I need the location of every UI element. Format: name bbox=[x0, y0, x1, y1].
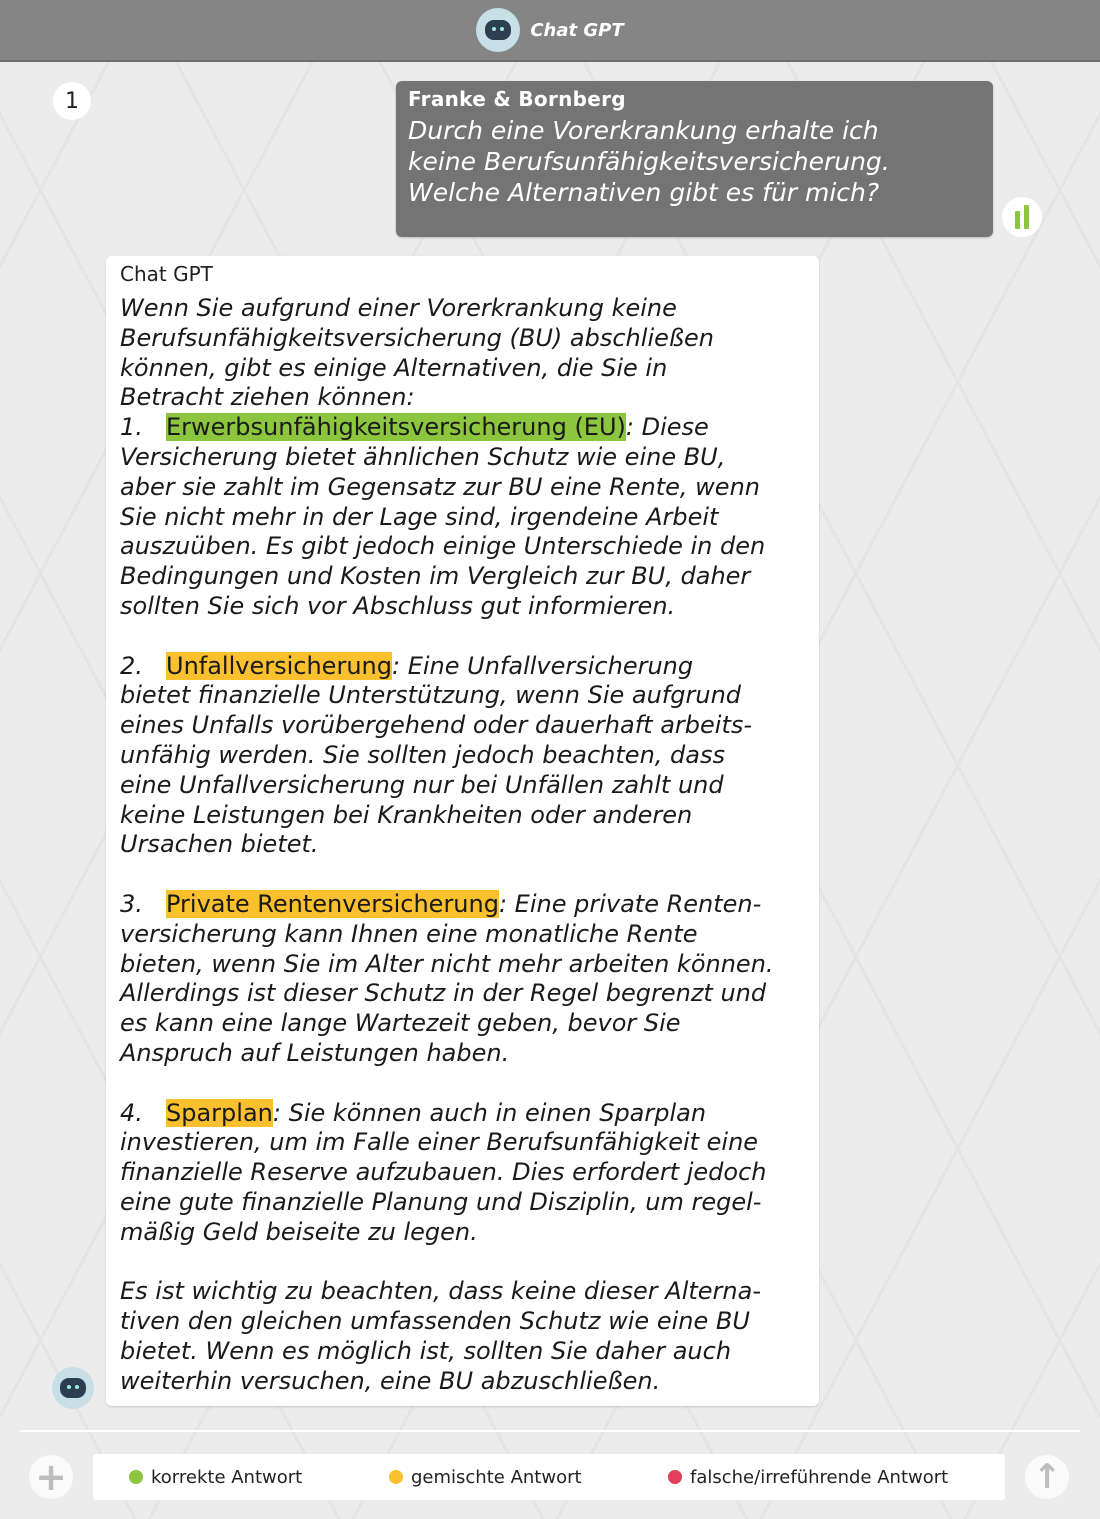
list-number: 1. bbox=[120, 413, 143, 442]
bot-text-line: Versicherung bietet ähnlichen Schutz wie eine BU, bbox=[120, 442, 726, 471]
red-dot-icon bbox=[668, 1470, 682, 1484]
legend-item-correct bbox=[129, 1467, 302, 1488]
list-item-2-first-line bbox=[120, 652, 805, 682]
legend-item-mixed bbox=[389, 1467, 582, 1488]
bot-text-line: eines Unfalls vorübergehend oder dauerhaft arbeits- bbox=[120, 711, 753, 740]
list-item-4-first-line bbox=[120, 1099, 805, 1129]
arrow-up-icon[interactable]: ↑ bbox=[1025, 1455, 1069, 1499]
user-message-line: Welche Alternativen gibt es für mich? bbox=[408, 178, 880, 207]
bot-text-line: tiven den gleichen umfassenden Schutz wie eine BU bbox=[120, 1307, 750, 1336]
bot-text-line: Allerdings ist dieser Schutz in der Regel begrenzt und bbox=[120, 979, 767, 1008]
legend-label: gemischte Antwort bbox=[411, 1466, 582, 1488]
message-counter: 1 bbox=[53, 82, 91, 120]
robot-icon bbox=[476, 8, 520, 52]
term-highlight-mixed: Unfallversicherung bbox=[166, 651, 392, 680]
app-title: Chat GPT bbox=[530, 19, 624, 41]
bot-message-sender: Chat GPT bbox=[120, 262, 213, 286]
bot-text-line: bietet finanzielle Unterstützung, wenn Sie aufgrund bbox=[120, 681, 742, 710]
bot-text-line: Betracht ziehen können: bbox=[120, 383, 415, 412]
term-highlight-correct: Erwerbsunfähigkeitsversicherung (EU) bbox=[166, 413, 626, 442]
bot-text-line: Berufsunfähigkeitsversicherung (BU) abschließen bbox=[120, 323, 714, 352]
bot-text-line: aber sie zahlt im Gegensatz zur BU eine Rente, wenn bbox=[120, 472, 760, 501]
bot-text-line: finanzielle Reserve aufzubauen. Dies erfordert jedoch bbox=[120, 1158, 767, 1187]
bot-text-line: sollten Sie sich vor Abschluss gut informieren. bbox=[120, 591, 676, 620]
user-message-sender: Franke & Bornberg bbox=[408, 87, 626, 111]
user-message-bubble bbox=[396, 81, 993, 237]
bot-text-line: mäßig Geld beiseite zu legen. bbox=[120, 1217, 478, 1246]
bot-text-line: Anspruch auf Leistungen haben. bbox=[120, 1038, 510, 1067]
user-message-text bbox=[408, 115, 981, 208]
bot-text-line: weiterhin versuchen, eine BU abzuschließen. bbox=[120, 1366, 661, 1395]
plus-icon[interactable]: + bbox=[29, 1455, 73, 1499]
franke-bornberg-logo-icon bbox=[1002, 197, 1042, 237]
bot-text-line: investieren, um im Falle einer Berufsunfähigkeit eine bbox=[120, 1128, 759, 1157]
legend-label: falsche/irreführende Antwort bbox=[690, 1466, 949, 1488]
bot-text-line: keine Leistungen bei Krankheiten oder anderen bbox=[120, 800, 693, 829]
bot-text-line: eine gute finanzielle Planung und Disziplin, um regel- bbox=[120, 1187, 762, 1216]
bot-text-line: Bedingungen und Kosten im Vergleich zur BU, daher bbox=[120, 562, 751, 591]
green-dot-icon bbox=[129, 1470, 143, 1484]
bot-text-line: eine Unfallversicherung nur bei Unfällen zahlt und bbox=[120, 770, 724, 799]
bot-text-line: unfähig werden. Sie sollten jedoch beachten, dass bbox=[120, 740, 725, 769]
list-item-1-first-line bbox=[120, 413, 805, 443]
robot-icon bbox=[52, 1367, 94, 1409]
bot-text-fragment: : Eine private Renten- bbox=[498, 889, 762, 918]
header-bar bbox=[0, 0, 1100, 62]
yellow-dot-icon bbox=[389, 1470, 403, 1484]
bot-text-line: Sie nicht mehr in der Lage sind, irgendeine Arbeit bbox=[120, 502, 719, 531]
bot-text-line: bieten, wenn Sie im Alter nicht mehr arbeiten können. bbox=[120, 949, 774, 978]
bot-text-line: Es ist wichtig zu beachten, dass keine dieser Alterna- bbox=[120, 1277, 762, 1306]
legend-item-wrong bbox=[668, 1467, 948, 1488]
list-number: 4. bbox=[120, 1098, 143, 1127]
bot-text-line: Ursachen bietet. bbox=[120, 830, 319, 859]
bot-text-line: es kann eine lange Wartezeit geben, bevor Sie bbox=[120, 1009, 681, 1038]
bot-message-bubble bbox=[106, 256, 819, 1406]
list-number: 2. bbox=[120, 651, 143, 680]
divider bbox=[20, 1430, 1080, 1432]
user-message-line: keine Berufsunfähigkeitsversicherung. bbox=[408, 147, 890, 176]
term-highlight-mixed: Private Rentenversicherung bbox=[166, 889, 499, 918]
term-highlight-mixed: Sparplan bbox=[166, 1098, 273, 1127]
user-message-line: Durch eine Vorerkrankung erhalte ich bbox=[408, 116, 879, 145]
legend bbox=[93, 1454, 1005, 1500]
bot-text-line: bietet. Wenn es möglich ist, sollten Sie daher auch bbox=[120, 1336, 732, 1365]
bot-text-line: Wenn Sie aufgrund einer Vorerkrankung keine bbox=[120, 294, 677, 322]
bot-message-body bbox=[120, 294, 805, 1396]
list-item-3-first-line bbox=[120, 890, 805, 920]
bot-text-line: können, gibt es einige Alternativen, die Sie in bbox=[120, 353, 668, 382]
bot-text-fragment: : Eine Unfallversicherung bbox=[391, 651, 694, 680]
bot-text-fragment: : Diese bbox=[625, 413, 709, 442]
legend-label: korrekte Antwort bbox=[151, 1466, 303, 1488]
bot-text-line: versicherung kann Ihnen eine monatliche Rente bbox=[120, 919, 698, 948]
list-number: 3. bbox=[120, 889, 143, 918]
bot-text-fragment: : Sie können auch in einen Sparplan bbox=[272, 1098, 707, 1127]
bot-text-line: auszuüben. Es gibt jedoch einige Unterschiede in den bbox=[120, 532, 766, 561]
